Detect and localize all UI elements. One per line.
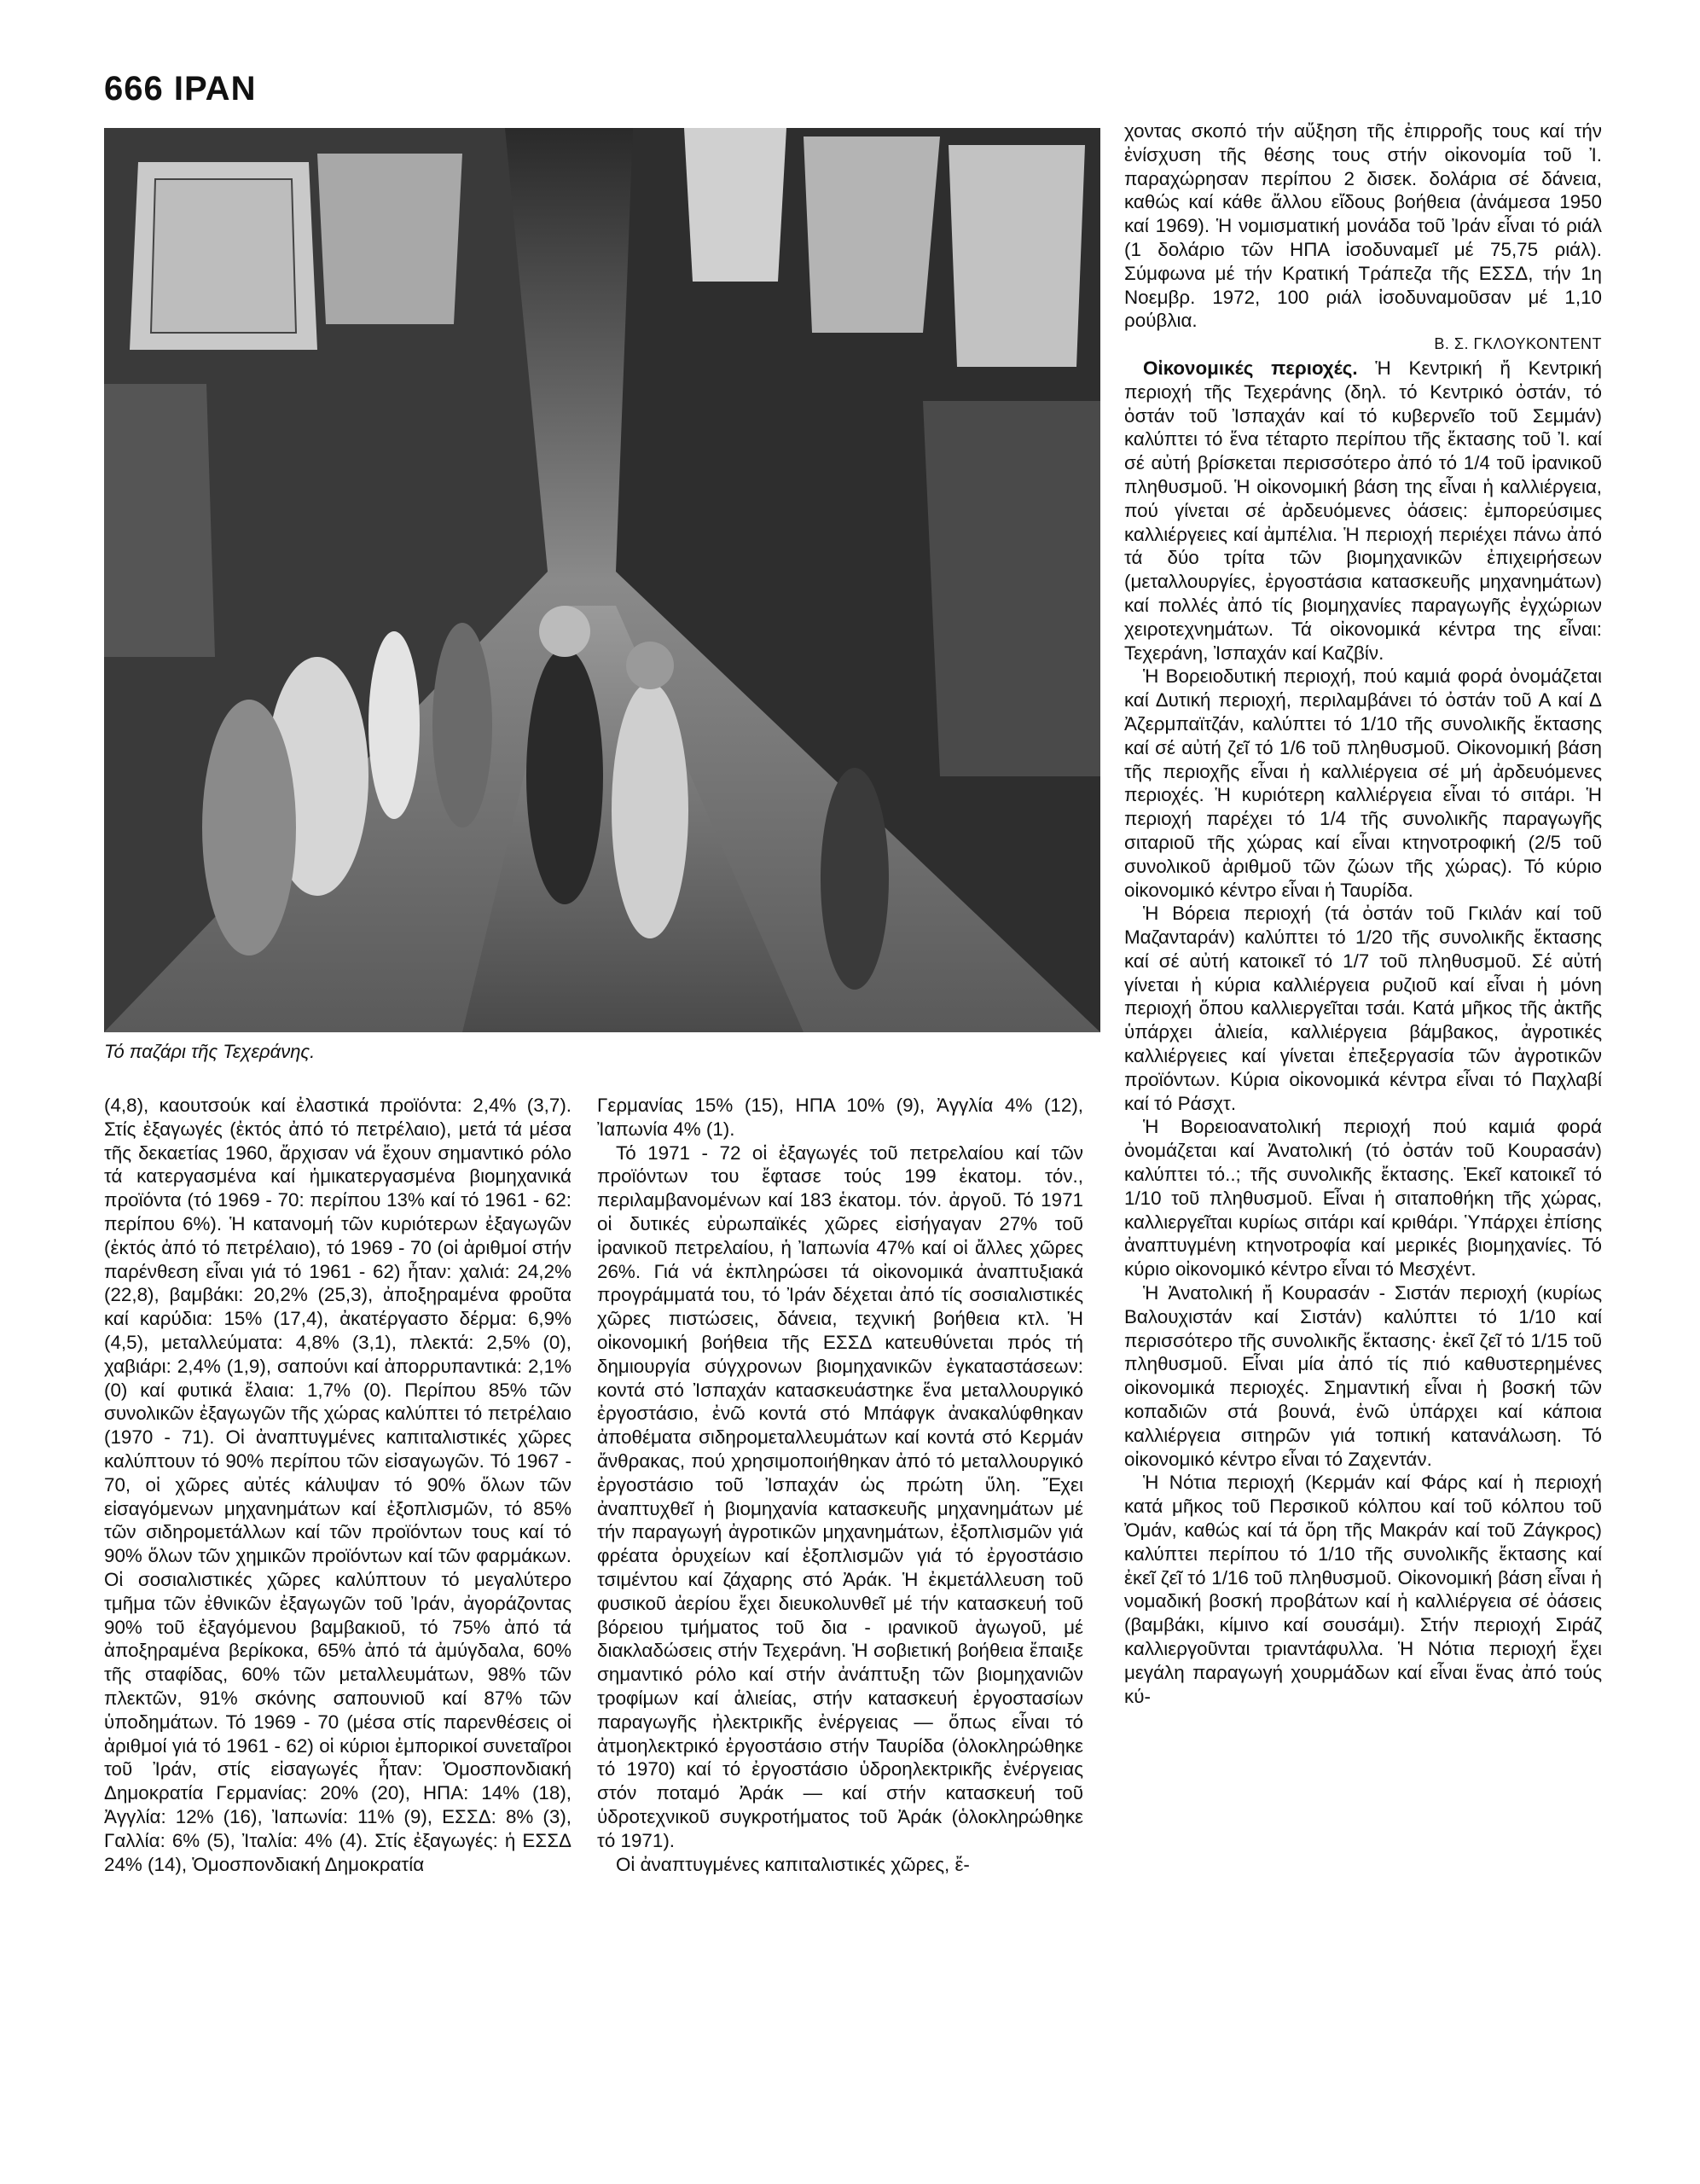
col3-paragraph: Ἡ Βορειοανατολική περιοχή πού καμιά φορά ὀνομάζεται καί Ἀνατολική (τό ὀστάν τοῦ Κουρασάν) καλύπτει τό..; τῆς συνολικῆς ἔκτασης. Ἐκεῖ κατοικεῖ τό 1/10 τοῦ πληθυσμοῦ. Εἶναι ἡ σιταποθήκη τῆς χώρας, καλλιεργεῖται κυρίως σιτάρι καί κριθάρι. Ὑπάρχει ἐπίσης ἀναπτυγμένη κτηνοτροφία καί μερικές βιομηχανίες. Τό κύριο οἰκονομικό κέντρο εἶναι τό Μεσχέντ. bbox=[1124, 1116, 1602, 1281]
column-2 bbox=[597, 1094, 1083, 1876]
col3-paragraph: Ἡ Ἀνατολική ἤ Κουρασάν - Σιστάν περιοχή (κυρίως Βαλουχιστάν καί Σιστάν) καλύπτει τό 1/10 καί περισσότερο τῆς συνολικῆς ἔκτασης· ἐκεῖ ζεῖ τό 1/15 τοῦ πληθυσμοῦ. Εἶναι μία ἀπό τίς πιό καθυστερημένες οἰκονομικά περιοχές. Σημαντική εἶναι ἡ βοσκή τῶν κοπαδιῶν στά βουνά, ἐνῶ ὑπάρχει καί κάποια καλλιέργεια σιτηρῶν γιά τοπική κατανάλωση. Τό οἰκονομικό κέντρο εἶναι τό Ζαχεντάν. bbox=[1124, 1282, 1602, 1470]
col3-intro: χοντας σκοπό τήν αὔξηση τῆς ἐπιρροῆς τους καί τήν ἐνίσχυση τῆς θέσης τους στήν οἰκονομία τοῦ Ἰ. παραχώρησαν περίπου 2 δισεκ. δολάρια σέ δάνεια, καθώς καί κάθε ἄλλου εἴδους βοήθεια (ἀνάμεσα 1950 καί 1969). Ἡ νομισματική μονάδα τοῦ Ἰράν εἶναι τό ριάλ (1 δολάριο τῶν ΗΠΑ ἰσοδυναμεῖ μέ 75,75 ριάλ). Σύμφωνα μέ τήν Κρατική Τράπεζα τῆς ΕΣΣΔ, τήν 1η Νοεμβρ. 1972, 100 ριάλ ἰσοδυναμοῦσαν μέ 1,10 ρούβλια. bbox=[1124, 120, 1602, 332]
col3-paragraph: Ἡ Βόρεια περιοχή (τά ὀστάν τοῦ Γκιλάν καί τοῦ Μαζανταράν) καλύπτει τό 1/20 τῆς συνολικῆς ἔκτασης καί σέ αὐτή κατοικεῖ τό 1/7 τοῦ πληθυσμοῦ. Σέ αὐτή γίνεται ἡ κύρια καλλιέργεια ρυζιοῦ καί εἶναι ἡ μόνη περιοχή ὅπου καλλιεργεῖται τσάι. Κατά μῆκος τῆς ἀκτῆς ὑπάρχει ἁλιεία, καλλιέργεια βάμβακος, ἀγροτικές καλλιέργειες καί γίνεται ἐπεξεργασία τῶν ἀγροτικῶν προϊόντων. Κύρια οἰκονομικά κέντρα εἶναι τό Παχλαβί καί τό Ράσχτ. bbox=[1124, 903, 1602, 1114]
bazaar-photo bbox=[104, 128, 1100, 1032]
col2-paragraph: Οἱ ἀναπτυγμένες καπιταλιστικές χῶρες, ἔ- bbox=[616, 1853, 970, 1875]
section-text: Ἡ Κεντρική ἤ Κεντρική περιοχή τῆς Τεχεράνης (δηλ. τό Κεντρικό ὀστάν, τό ὀστάν τοῦ Ἰσπαχάν καί τό κυβερνεῖο τοῦ Σεμμάν) καλύπτει τό ἕνα τέταρτο περίπου τῆς ἔκτασης τοῦ Ἰ. καί σέ αὐτή βρίσκεται περισσότερο ἀπό τό 1/4 τοῦ ἰρανικοῦ πληθυσμοῦ. Ἡ οἰκονομική βάση της εἶναι ἡ καλλιέργεια, πού γίνεται σέ ἀρδευόμενες ὀάσεις: ἐμπορεύσιμες καλλιέργειες καί ἀμπέλια. Ἡ περιοχή περιέχει πάνω ἀπό τά δύο τρίτα τῶν βιομηχανικῶν ἐπιχειρήσεων (μεταλλουργίες, ἐργοστάσια κατασκευῆς μηχανημάτων) καί πολλές ἀπό τίς βιομηχανίες παραγωγῆς ἐγχώριων χειροτεχνημάτων. Τά οἰκονομικά κέντρα της εἶναι: Τεχεράνη, Ἰσπαχάν καί Καζβίν. bbox=[1124, 357, 1603, 664]
col3-paragraph: Ἡ Βορειοδυτική περιοχή, πού καμιά φορά ὀνομάζεται καί Δυτική περιοχή, περιλαμβάνει τό ὀστάν τοῦ Α καί Δ Ἀζερμπαϊτζάν, καλύπτει τό 1/10 τῆς συνολικῆς ἔκτασης καί σέ αὐτή ζεῖ τό 1/6 τοῦ πληθυσμοῦ. Οἰκονομική βάση τῆς περιοχῆς εἶναι ἡ καλλιέργεια σέ μή ἀρδευόμενες περιοχές. Ἡ κυριότερη καλλιέργεια εἶναι τό σιτάρι. Ἡ περιοχή παρέχει τό 1/4 τῆς συνολικῆς παραγωγῆς σιταριοῦ τῆς χώρας καί εἶναι κτηνοτροφική (2/5 τοῦ συνολικοῦ ἀριθμοῦ τῶν ζώων τῆς χώρας). Τό κύριο οἰκονομικό κέντρο εἶναι ἡ Ταυρίδα. bbox=[1124, 665, 1602, 901]
col3-paragraph: Ἡ Νότια περιοχή (Κερμάν καί Φάρς καί ἡ περιοχή κατά μῆκος τοῦ Περσικοῦ κόλπου καί τοῦ κόλπου τοῦ Ὀμάν, καθώς καί τά ὄρη τῆς Μακράν καί τοῦ Ζάγκρος) καλύπτει περίπου τό 1/10 τῆς συνολικῆς ἔκτασης καί ἐκεῖ ζεῖ τό 1/16 τοῦ πληθυσμοῦ. Οἰκονομική βάση εἶναι ἡ νομαδική βοσκή προβάτων καί ἡ καλλιέργεια σέ ὀάσεις (βαμβάκι, κίμινο καί σουσάμι). Στήν περιοχή Σιράζ καλλιεργοῦνται τριαντάφυλλα. Ἡ Νότια περιοχή ἔχει μεγάλη παραγωγή χουρμάδων καί εἶναι ἕνας ἀπό τούς κύ- bbox=[1124, 1472, 1602, 1707]
section-subhead: Οἰκονομικές περιοχές. bbox=[1143, 357, 1358, 379]
col2-paragraph: Τό 1971 - 72 οἱ ἐξαγωγές τοῦ πετρελαίου καί τῶν προϊόντων του ἔφτασε τούς 199 ἑκατομ. τόν., περιλαμβανομένων καί 183 ἑκατομ. τόν. ἀργοῦ. Τό 1971 οἱ δυτικές εὐρωπαϊκές χῶρες εἰσήγαγαν 27% τοῦ ἰρανικοῦ πετρελαίου, ἡ Ἰαπωνία 47% καί οἱ ἄλλες χῶρες 26%. Γιά νά ἐκπληρώσει τά οἰκονομικά ἀναπτυξιακά προγράμματά του, τό Ἰράν δέχεται ἀπό τίς σοσιαλιστικές χῶρες πιστώσεις, δάνεια, τεχνική βοήθεια κτλ. Ἡ οἰκονομική βοήθεια τῆς ΕΣΣΔ κατευθύνεται πρός τή δημιουργία σύγχρονων βιομηχανικῶν ἐγκαταστάσεων: κοντά στό Ἰσπαχάν κατασκευάστηκε ἕνα μεταλλουργικό ἐργοστάσιο, ἐνῶ κοντά στό Μπάφγκ ἀνακαλύφθηκαν ἀποθέματα σιδηρομεταλλευμάτων καί κοντά στό Κερμάν ἄνθρακας, πού χρησιμοποιήθηκαν ἀπό τό μεταλλουργικό ἐργοστάσιο τοῦ Ἰσπαχάν ὡς πρώτη ὕλη. Ἔχει ἀναπτυχθεῖ ἡ βιομηχανία κατασκευῆς μηχανημάτων μέ τήν παραγωγή ἀγροτικῶν μηχανημάτων, ἐξοπλισμῶν γιά φρέατα ὀρυχείων καί ἐξοπλισμῶν γιά τό ἐργοστάσιο τσιμέντου καί ζάχαρης στό Ἀράκ. Ἡ ἐκμετάλλευση τοῦ φυσικοῦ ἀερίου ἔχει διευκολυνθεῖ μέ τήν κατασκευή τοῦ βόρειου τμήματος τοῦ δια - ιρανικοῦ ἀγωγοῦ, μέ διακλαδώσεις στήν Τεχεράνη. Ἡ σοβιετική βοήθεια ἔπαιξε σημαντικό ρόλο καί στήν ἀνάπτυξη τῶν βιομηχανιῶν τροφίμων καί ἁλιείας, στήν κατασκευή ἐργοστασίων παραγωγῆς ἠλεκτρικῆς ἐνέργειας — ὅπως εἶναι τό ἀτμοηλεκτρικό ἐργοστάσιο στήν Ταυρίδα (ὁλοκληρώθηκε τό 1970) καί τό ἐργοστάσιο ὑδροηλεκτρικῆς ἐνέργειας στόν ποταμό Ἀράκ — καί στήν κατασκευή τοῦ ὑδροτεχνικοῦ συγκροτήματος τοῦ Ἀράκ (ὁλοκληρώθηκε τό 1971). bbox=[597, 1141, 1083, 1851]
column-3 bbox=[1124, 119, 1602, 1708]
col1-paragraph: (4,8), καουτσούκ καί ἐλαστικά προϊόντα: 2,4% (3,7). Στίς ἐξαγωγές (ἐκτός ἀπό τό πετρέλαιο), μετά τά μέσα τῆς δεκαετίας 1960, ἄρχισαν νά ἔχουν σημαντικό ρόλο τά κατεργασμένα καί ἡμικατεργασμένα βιομηχανικά προϊόντα (τό 1969 - 70: περίπου 13% καί τό 1961 - 62: περίπου 6%). Ἡ κατανομή τῶν κυριότερων ἐξαγωγῶν (ἐκτός ἀπό τό πετρέλαιο), τό 1969 - 70 (οἱ ἀριθμοί στήν παρένθεση εἶναι γιά τό 1961 - 62) ἦταν: χαλιά: 24,2% (22,8), βαμβάκι: 20,2% (25,3), ἀποξηραμένα φροῦτα καί καρύδια: 15% (17,4), ἀκατέργαστο δέρμα: 6,9% (4,5), μεταλλεύματα: 4,8% (3,1), πλεκτά: 2,5% (0), χαβιάρι: 2,4% (1,9), σαπούνι καί ἀπορρυπαντικά: 2,1% (0) καί φυτικά ἔλαια: 1,7% (0). Περίπου 85% τῶν συνολικῶν ἐξαγωγῶν τῆς χώρας καλύπτει τό πετρέλαιο (1970 - 71). Οἱ ἀναπτυγμένες καπιταλιστικές χῶρες καλύπτουν τό 90% περίπου τῶν εἰσαγωγῶν. Τό 1967 - 70, οἱ χῶρες αὐτές κάλυψαν τό 90% ὅλων τῶν εἰσαγόμενων μηχανημάτων καί ἐξοπλισμῶν, τό 85% τῶν σιδηρομετάλλων καί τῶν προϊόντων τους καί τό 90% ὅλων τῶν χημικῶν προϊόντων καί τῶν φαρμάκων. Οἱ σοσιαλιστικές χῶρες καλύπτουν τό μεγαλύτερο τμῆμα τῶν ἐθνικῶν ἐξαγωγῶν τοῦ Ἰράν, ἀγοράζοντας 90% τοῦ ἐξαγόμενου βαμβακιοῦ, τό 75% ἀπό τά ἀποξηραμένα βερίκοκα, 65% ἀπό τά ἀμύγδαλα, 60% τῆς σταφίδας, 60% τῶν μεταλλευμάτων, 98% τῶν πλεκτῶν, 91% σκόνης σαπουνιοῦ καί 87% τῶν ὑποδημάτων. Τό 1969 - 70 (μέσα στίς παρενθέσεις οἱ ἀριθμοί γιά τό 1961 - 62) οἱ κύριοι ἐμπορικοί συνεταῖροι τοῦ Ἰράν, στίς εἰσαγωγές ἦταν: Ὁμοσπονδιακή Δημοκρατία Γερμανίας: 20% (20), ΗΠΑ: 14% (18), Ἀγγλία: 12% (16), Ἰαπωνία: 11% (9), ΕΣΣΔ: 8% (3), Γαλλία: 6% (5), Ἰταλία: 4% (4). Στίς ἐξαγωγές: ἡ ΕΣΣΔ 24% (14), Ὁμοσπονδιακή Δημοκρατία bbox=[104, 1095, 572, 1875]
author-signature: Β. Σ. ΓΚΛΟΥΚΟΝΤΕΝΤ bbox=[1434, 335, 1602, 353]
column-1 bbox=[104, 1094, 572, 1876]
page-header: 666 ΙΡΑΝ bbox=[104, 70, 257, 107]
col3-section bbox=[1124, 357, 1602, 665]
photo-caption: Τό παζάρι τῆς Τεχεράνης. bbox=[104, 1041, 316, 1062]
col2-paragraph: Γερμανίας 15% (15), ΗΠΑ 10% (9), Ἀγγλία 4% (12), Ἰαπωνία 4% (1). bbox=[597, 1095, 1083, 1140]
